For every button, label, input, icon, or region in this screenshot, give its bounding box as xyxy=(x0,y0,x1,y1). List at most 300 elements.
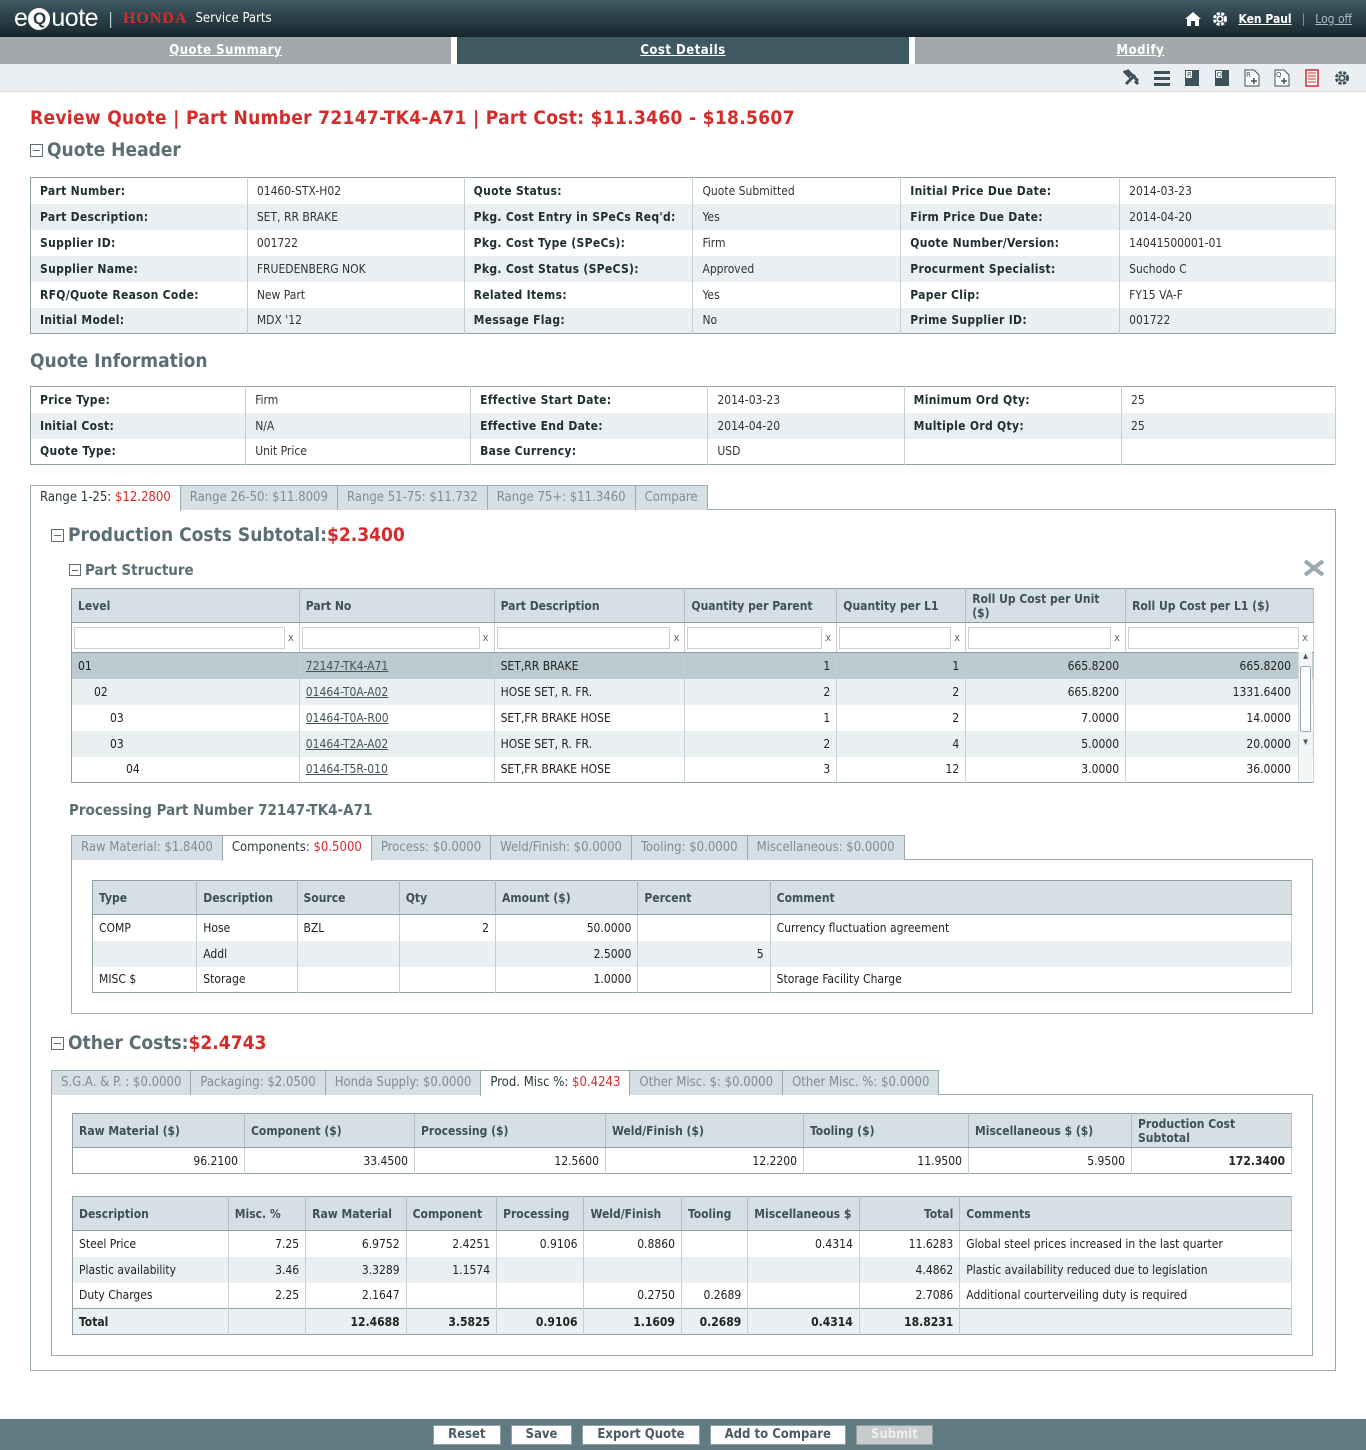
cell xyxy=(681,1257,747,1283)
cell-part xyxy=(299,705,494,731)
table-row xyxy=(93,967,1292,993)
cell: 1.0000 xyxy=(495,967,637,993)
table-row xyxy=(73,1257,1292,1283)
collapse-icon[interactable] xyxy=(69,564,81,576)
kv-row xyxy=(31,413,1336,439)
cell: 0.9106 xyxy=(497,1231,584,1257)
svg-text:R: R xyxy=(1246,70,1251,79)
cell: 12.2200 xyxy=(606,1148,804,1174)
section-title: Quote Information xyxy=(30,350,208,372)
table-row xyxy=(93,941,1292,967)
cell xyxy=(399,941,495,967)
filter xyxy=(839,627,963,649)
column-header: Component ($) xyxy=(245,1114,415,1148)
column-header: Weld/Finish xyxy=(584,1197,681,1231)
field-value: Quote Submitted xyxy=(693,178,901,204)
filter xyxy=(1128,627,1311,649)
field-value: 25 xyxy=(1122,387,1336,413)
total-cell xyxy=(228,1309,305,1335)
tab[interactable] xyxy=(747,835,905,860)
cell-part xyxy=(299,653,494,679)
column-header: Miscellaneous $ ($) xyxy=(969,1114,1132,1148)
add-report-q-icon[interactable] xyxy=(1272,68,1292,88)
part-number-link[interactable]: 01464-T2A-A02 xyxy=(305,736,389,751)
cell xyxy=(748,1283,860,1309)
field-label: Pkg. Cost Type (SPeCs): xyxy=(464,230,693,256)
filter-cell xyxy=(966,623,1126,653)
table-row[interactable] xyxy=(72,653,1314,679)
components-table xyxy=(92,880,1292,993)
field-label: Supplier Name: xyxy=(31,256,248,282)
scrollbar[interactable] xyxy=(1298,652,1312,782)
scroll-thumb[interactable] xyxy=(1300,666,1311,732)
cell-ql1: 2 xyxy=(837,679,966,705)
tab-value: $0.4243 xyxy=(572,1075,621,1090)
tab-value: $0.5000 xyxy=(313,840,362,855)
tab-label: Range 1-25: xyxy=(40,490,115,505)
total-cell xyxy=(960,1309,1292,1335)
filter-cell xyxy=(1126,623,1314,653)
tab[interactable] xyxy=(337,485,488,510)
tab-label: Packaging: $2.0500 xyxy=(200,1075,316,1090)
cell: 3.46 xyxy=(228,1257,305,1283)
cell xyxy=(497,1283,584,1309)
cell: Duty Charges xyxy=(73,1283,229,1309)
filter-cell xyxy=(72,623,300,653)
cell: 2.5000 xyxy=(495,941,637,967)
column-header: Amount ($) xyxy=(495,881,637,915)
total-cell: 18.8231 xyxy=(859,1309,959,1335)
field-value: Suchodo C xyxy=(1120,256,1336,282)
clear-filter-x[interactable]: x xyxy=(1302,631,1308,644)
cell: 5.9500 xyxy=(969,1148,1132,1174)
field-label: Procurment Specialist: xyxy=(901,256,1120,282)
field-label: Initial Model: xyxy=(31,308,248,334)
cell: Addl xyxy=(197,941,297,967)
divider: | xyxy=(1301,11,1306,26)
field-label: Quote Type: xyxy=(31,439,246,465)
cell: 50.0000 xyxy=(495,915,637,941)
filter xyxy=(302,627,492,649)
column-header[interactable]: Part Description xyxy=(494,589,685,623)
table-row[interactable] xyxy=(72,731,1314,757)
tab[interactable] xyxy=(71,835,223,860)
total-cell: 1.1609 xyxy=(584,1309,681,1335)
cell-ql1: 4 xyxy=(837,731,966,757)
cell: Additional courterveiling duty is required xyxy=(960,1283,1292,1309)
cell: Plastic availability reduced due to legislation xyxy=(960,1257,1292,1283)
red-document-icon[interactable] xyxy=(1302,68,1322,88)
field-label: Initial Cost: xyxy=(31,413,246,439)
cell: Hose xyxy=(197,915,297,941)
cell xyxy=(748,1257,860,1283)
field-value: 2014-03-23 xyxy=(708,387,904,413)
tab-label: Other Misc. %: $0.0000 xyxy=(792,1075,930,1090)
clear-filter-x[interactable]: x xyxy=(287,631,294,644)
field-value: 001722 xyxy=(247,230,464,256)
cell xyxy=(638,967,770,993)
cell-part xyxy=(299,757,494,783)
quote-header-section-title xyxy=(30,139,1336,161)
header-row xyxy=(93,881,1292,915)
table-row xyxy=(73,1148,1292,1174)
logo-e: e xyxy=(14,4,28,32)
cell xyxy=(399,967,495,993)
cell-qpp: 2 xyxy=(685,731,837,757)
tab[interactable] xyxy=(487,485,636,510)
field-label: Firm Price Due Date: xyxy=(901,204,1120,230)
field-value: Yes xyxy=(693,204,901,230)
clear-filter-x[interactable]: x xyxy=(673,631,680,644)
cell: 33.4500 xyxy=(245,1148,415,1174)
tab[interactable] xyxy=(325,1070,482,1095)
cell-level: 01 xyxy=(72,653,300,679)
tab-label: Prod. Misc %: xyxy=(490,1075,573,1090)
part-structure-title: Part Structure xyxy=(85,561,194,579)
divider: | xyxy=(108,9,113,28)
filter-row xyxy=(72,623,1314,653)
field-label: Base Currency: xyxy=(471,439,708,465)
field-value: No xyxy=(693,308,901,334)
column-header: Tooling ($) xyxy=(804,1114,969,1148)
column-header[interactable]: Quantity per Parent xyxy=(685,589,837,623)
table-row[interactable] xyxy=(72,757,1314,783)
misc-percent-table xyxy=(72,1196,1292,1335)
kv-row xyxy=(31,282,1336,308)
collapse-icon[interactable] xyxy=(51,1037,64,1050)
field-label: Pkg. Cost Status (SPeCS): xyxy=(464,256,693,282)
column-header: Qty xyxy=(399,881,495,915)
cell: 2.7086 xyxy=(859,1283,959,1309)
filter-cell xyxy=(685,623,837,653)
user-name-link[interactable]: Ken Paul xyxy=(1238,11,1292,26)
tab-value: $12.2800 xyxy=(114,490,171,505)
filter-cell xyxy=(299,623,494,653)
cell: 0.2689 xyxy=(681,1283,747,1309)
cell: 2.1647 xyxy=(306,1283,406,1309)
tools-icon[interactable] xyxy=(1122,68,1142,88)
kv-row xyxy=(31,308,1336,334)
table-row[interactable] xyxy=(72,679,1314,705)
cell-level: 02 xyxy=(72,679,300,705)
cell xyxy=(770,941,1291,967)
field-label: Supplier ID: xyxy=(31,230,248,256)
field-label: Part Number: xyxy=(31,178,248,204)
toolbar xyxy=(0,64,1366,92)
cell: Plastic availability xyxy=(73,1257,229,1283)
production-subtotal-value: $2.3400 xyxy=(326,524,405,546)
tab[interactable] xyxy=(631,835,748,860)
cell-ru: 7.0000 xyxy=(966,705,1126,731)
production-costs-header xyxy=(51,524,1313,546)
clear-filter-x[interactable]: x xyxy=(954,631,961,644)
field-label: RFQ/Quote Reason Code: xyxy=(31,282,248,308)
cell: 5 xyxy=(638,941,770,967)
field-label xyxy=(904,439,1121,465)
kv-row xyxy=(31,387,1336,413)
production-label: Production Costs Subtotal: xyxy=(68,524,327,546)
cell-desc: HOSE SET, R. FR. xyxy=(494,679,685,705)
action-bar xyxy=(0,1419,1366,1450)
field-value: 2014-04-20 xyxy=(1120,204,1336,230)
tab-label: Compare xyxy=(644,490,698,505)
cell xyxy=(297,967,399,993)
field-label: Minimum Ord Qty: xyxy=(904,387,1121,413)
svg-text:Q: Q xyxy=(1276,70,1282,79)
field-value: 2014-04-20 xyxy=(708,413,904,439)
table-row xyxy=(73,1283,1292,1309)
tab[interactable] xyxy=(180,485,338,510)
cell-level: 03 xyxy=(72,705,300,731)
tab[interactable] xyxy=(371,835,491,860)
part-number-link[interactable]: 01464-T0A-A02 xyxy=(305,684,389,699)
field-value: 14041500001-01 xyxy=(1120,230,1336,256)
part-number-link[interactable]: 72147-TK4-A71 xyxy=(305,658,389,673)
tab-label: Raw Material: $1.8400 xyxy=(81,840,213,855)
cell-rl1: 1331.6400 xyxy=(1126,679,1314,705)
tab-label: Tooling: $0.0000 xyxy=(641,840,738,855)
column-header: Percent xyxy=(638,881,770,915)
honda-logo: HONDA xyxy=(122,9,188,27)
cell-ql1: 12 xyxy=(837,757,966,783)
cell: COMP xyxy=(93,915,197,941)
column-header: Description xyxy=(197,881,297,915)
field-label: Pkg. Cost Entry in SPeCs Req'd: xyxy=(464,204,693,230)
add-to-compare-button[interactable]: Add to Compare xyxy=(710,1425,846,1445)
field-value: SET, RR BRAKE xyxy=(247,204,464,230)
tab[interactable] xyxy=(190,1070,325,1095)
field-label: Part Description: xyxy=(31,204,248,230)
cell-qpp: 3 xyxy=(685,757,837,783)
cell-ru: 665.8200 xyxy=(966,653,1126,679)
tab-cost-details[interactable]: Cost Details xyxy=(457,37,908,64)
cell: Global steel prices increased in the last quarter xyxy=(960,1231,1292,1257)
clear-filter-x[interactable]: x xyxy=(1114,631,1120,644)
cell xyxy=(406,1283,496,1309)
tab-label: Honda Supply: $0.0000 xyxy=(334,1075,472,1090)
field-value: 2014-03-23 xyxy=(1120,178,1336,204)
field-value: 25 xyxy=(1122,413,1336,439)
save-button[interactable]: Save xyxy=(511,1425,573,1445)
cell-qpp: 1 xyxy=(685,705,837,731)
field-value: 01460-STX-H02 xyxy=(247,178,464,204)
cell-qpp: 1 xyxy=(685,653,837,679)
cell-desc: HOSE SET, R. FR. xyxy=(494,731,685,757)
column-header: Source xyxy=(297,881,399,915)
cell-qpp: 2 xyxy=(685,679,837,705)
column-header: Raw Material xyxy=(306,1197,406,1231)
part-number-link[interactable]: 01464-T5R-010 xyxy=(305,762,388,777)
cell-rl1: 665.8200 xyxy=(1126,653,1314,679)
filter-input[interactable] xyxy=(687,627,822,649)
report-r-icon[interactable] xyxy=(1182,68,1202,88)
other-costs-panel xyxy=(51,1094,1313,1356)
field-label: Related Items: xyxy=(464,282,693,308)
tab[interactable] xyxy=(635,485,708,510)
cell: 172.3400 xyxy=(1132,1148,1292,1174)
tab[interactable] xyxy=(222,835,372,861)
column-header: Tooling xyxy=(681,1197,747,1231)
tab[interactable] xyxy=(490,835,632,860)
cell-desc: SET,FR BRAKE HOSE xyxy=(494,705,685,731)
part-number-link[interactable]: 01464-T0A-R00 xyxy=(305,710,389,725)
kv-row xyxy=(31,230,1336,256)
clear-filter-x[interactable]: x xyxy=(825,631,832,644)
tab[interactable] xyxy=(480,1070,630,1096)
export-quote-button[interactable]: Export Quote xyxy=(582,1425,699,1445)
filter xyxy=(687,627,834,649)
column-header[interactable]: Level xyxy=(72,589,300,623)
scroll-up-arrow[interactable]: ▲ xyxy=(1303,652,1308,660)
settings-gear-icon[interactable] xyxy=(1212,11,1228,27)
cell: 96.2100 xyxy=(73,1148,245,1174)
cell-ru: 665.8200 xyxy=(966,679,1126,705)
field-label: Quote Status: xyxy=(464,178,693,204)
home-icon[interactable] xyxy=(1184,11,1202,27)
total-cell: 0.9106 xyxy=(497,1309,584,1335)
svg-text:Q: Q xyxy=(1216,70,1223,79)
cell-desc: SET,RR BRAKE xyxy=(494,653,685,679)
field-value: N/A xyxy=(246,413,471,439)
cell: 4.4862 xyxy=(859,1257,959,1283)
cell: 2.25 xyxy=(228,1283,305,1309)
equote-logo xyxy=(14,4,98,33)
tab-label: Weld/Finish: $0.0000 xyxy=(500,840,622,855)
cell xyxy=(93,941,197,967)
kv-row xyxy=(31,178,1336,204)
top-bar xyxy=(0,0,1366,37)
filter-input[interactable] xyxy=(839,627,951,649)
quote-header-table xyxy=(30,177,1336,334)
cell: 12.5600 xyxy=(415,1148,606,1174)
filter-input[interactable] xyxy=(74,627,285,649)
collapse-icon[interactable] xyxy=(51,529,64,542)
list-icon[interactable] xyxy=(1152,68,1172,88)
cell: 0.4314 xyxy=(748,1231,860,1257)
cell-ru: 5.0000 xyxy=(966,731,1126,757)
production-summary-table xyxy=(72,1113,1292,1174)
field-value xyxy=(1122,439,1336,465)
clear-filter-x[interactable]: x xyxy=(482,631,489,644)
tab[interactable] xyxy=(629,1070,783,1095)
cell: 6.9752 xyxy=(306,1231,406,1257)
field-label: Quote Number/Version: xyxy=(901,230,1120,256)
field-label: Effective End Date: xyxy=(471,413,708,439)
cell xyxy=(681,1231,747,1257)
filter-input[interactable] xyxy=(302,627,480,649)
logo-q: Q xyxy=(28,8,50,30)
cell: Storage xyxy=(197,967,297,993)
cell: 3.3289 xyxy=(306,1257,406,1283)
field-value: New Part xyxy=(247,282,464,308)
field-label: Message Flag: xyxy=(464,308,693,334)
filter-input[interactable] xyxy=(1128,627,1299,649)
field-value: Approved xyxy=(693,256,901,282)
cell: Steel Price xyxy=(73,1231,229,1257)
field-value: FRUEDENBERG NOK xyxy=(247,256,464,282)
reset-button[interactable]: Reset xyxy=(433,1425,500,1445)
field-value: FY15 VA-F xyxy=(1120,282,1336,308)
tab[interactable] xyxy=(782,1070,939,1095)
total-cell: Total xyxy=(73,1309,229,1335)
field-value: Firm xyxy=(693,230,901,256)
cell-level: 04 xyxy=(72,757,300,783)
add-report-r-icon[interactable] xyxy=(1242,68,1262,88)
tab[interactable] xyxy=(51,1070,191,1095)
column-header[interactable]: Roll Up Cost per Unit ($) xyxy=(966,589,1126,623)
column-header[interactable]: Part No xyxy=(299,589,494,623)
field-label: Multiple Ord Qty: xyxy=(904,413,1121,439)
submit-button: Submit xyxy=(856,1425,933,1445)
range-panel xyxy=(30,509,1336,1371)
column-header[interactable]: Quantity per L1 xyxy=(837,589,966,623)
processing-tabs xyxy=(71,835,1313,860)
total-cell: 0.4314 xyxy=(748,1309,860,1335)
part-structure-table xyxy=(71,588,1314,783)
other-costs-label: Other Costs: xyxy=(68,1032,189,1054)
column-header[interactable]: Roll Up Cost per L1 ($) xyxy=(1126,589,1314,623)
cell-ql1: 2 xyxy=(837,705,966,731)
filter-input[interactable] xyxy=(497,627,671,649)
quote-information-section-title xyxy=(30,350,1336,372)
cell: MISC $ xyxy=(93,967,197,993)
kv-row xyxy=(31,256,1336,282)
tab-modify[interactable]: Modify xyxy=(915,37,1366,64)
cell-rl1: 20.0000 xyxy=(1126,731,1314,757)
log-off-link[interactable]: Log off xyxy=(1315,11,1352,26)
filter-input[interactable] xyxy=(968,627,1111,649)
scroll-down-arrow[interactable]: ▼ xyxy=(1303,738,1308,746)
report-q-icon[interactable] xyxy=(1212,68,1232,88)
total-cell: 0.2689 xyxy=(681,1309,747,1335)
column-header: Description xyxy=(73,1197,229,1231)
collapse-icon[interactable] xyxy=(30,144,43,157)
cell: 2.4251 xyxy=(406,1231,496,1257)
tab[interactable] xyxy=(30,485,181,511)
column-header: Comments xyxy=(960,1197,1292,1231)
field-label: Effective Start Date: xyxy=(471,387,708,413)
table-row[interactable] xyxy=(72,705,1314,731)
cell: 7.25 xyxy=(228,1231,305,1257)
cell: 0.2750 xyxy=(584,1283,681,1309)
gear-icon[interactable] xyxy=(1332,68,1352,88)
column-header: Raw Material ($) xyxy=(73,1114,245,1148)
cell: 2 xyxy=(399,915,495,941)
cell: 1.1574 xyxy=(406,1257,496,1283)
cell-rl1: 36.0000 xyxy=(1126,757,1314,783)
field-value: MDX '12 xyxy=(247,308,464,334)
cell-part xyxy=(299,731,494,757)
tab-quote-summary[interactable]: Quote Summary xyxy=(0,37,451,64)
main-nav xyxy=(0,37,1366,64)
cell-rl1: 14.0000 xyxy=(1126,705,1314,731)
total-cell: 3.5825 xyxy=(406,1309,496,1335)
logo-rest: uote xyxy=(51,4,99,32)
table-row xyxy=(73,1231,1292,1257)
page-title: Review Quote | Part Number 72147-TK4-A71 | Part Cost: $11.3460 - $18.5607 xyxy=(30,107,795,129)
tab-label: Range 26-50: $11.8009 xyxy=(189,490,328,505)
processing-panel xyxy=(71,859,1313,1014)
cell xyxy=(638,915,770,941)
column-header: Component xyxy=(406,1197,496,1231)
part-structure-header xyxy=(69,560,1313,580)
tab-label: Process: $0.0000 xyxy=(380,840,482,855)
clear-filter-icon[interactable] xyxy=(1303,560,1325,580)
range-tabs xyxy=(30,485,1336,510)
column-header: Comment xyxy=(770,881,1291,915)
tab-label: S.G.A. & P. : $0.0000 xyxy=(61,1075,182,1090)
total-row xyxy=(73,1309,1292,1335)
